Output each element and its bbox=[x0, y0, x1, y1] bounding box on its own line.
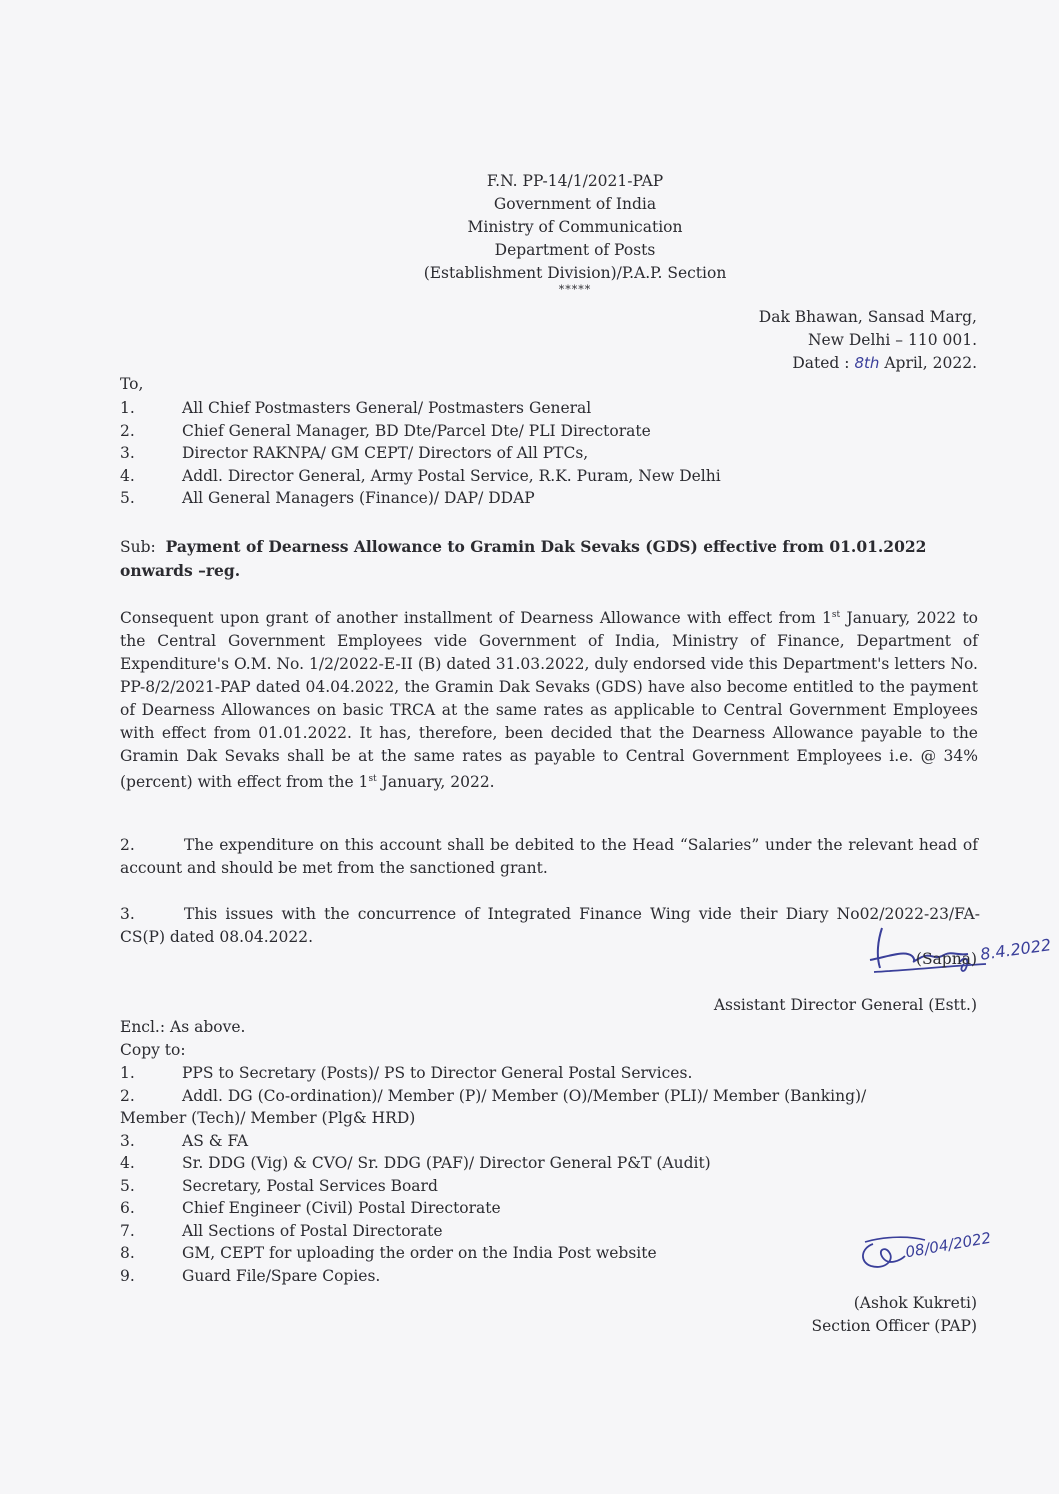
body-paragraph-3: 3. This issues with the concurrence of Integrated Finance Wing vide their Diary No02/2022-23/FA-CS(P) dated 08.04.2022. bbox=[120, 905, 980, 946]
list-item: 8. GM, CEPT for uploading the order on the India Post website bbox=[120, 1244, 657, 1262]
list-item: 5. All General Managers (Finance)/ DAP/ DDAP bbox=[120, 489, 535, 507]
signature-ashok-date: 08/04/2022 bbox=[904, 1228, 993, 1262]
list-item: 7. All Sections of Postal Directorate bbox=[120, 1221, 443, 1240]
signature-name-1: (Sapna) bbox=[915, 950, 977, 968]
signature-designation-2: Section Officer (PAP) bbox=[811, 1317, 977, 1335]
copy-to-label: Copy to: bbox=[120, 1041, 186, 1059]
body-paragraph-1: Consequent upon grant of another installment of Dearness Allowance with effect from 1st January, 2022 to the Central Government Employees vide Government of India, Ministry of Finance, Department of Expenditure's O.M. No. 1/2/2022-E-II (B) dated 31.03.2022, duly endorsed vide this Department's letters No. PP-8/2/2021-PAP dated 04.04.2022, the Gramin Dak Sevaks (GDS) have also become entitled to the payment of Dearness Allowances on basic TRCA at the same rates as applicable to Central Government Employees with effect from 01.01.2022. It has, therefore, been decided that the Dearness Allowance payable to the Gramin Dak Sevaks shall be at the same rates as payable to Central Government Employees i.e. @ 34% (percent) with effect from the 1st January, 2022. bbox=[120, 609, 979, 792]
address-block bbox=[759, 306, 977, 375]
subject-text: Payment of Dearness Allowance to Gramin Dak Sevaks (GDS) effective from 01.01.2022 onwards –reg. bbox=[120, 537, 927, 580]
list-item: 5. Secretary, Postal Services Board bbox=[120, 1176, 438, 1195]
subject-line bbox=[120, 535, 978, 583]
file-number: F.N. PP-14/1/2021-PAP bbox=[486, 172, 664, 190]
enclosure-line: Encl.: As above. bbox=[120, 1018, 246, 1036]
copy-to-list bbox=[120, 1062, 980, 1287]
letter-header bbox=[400, 170, 750, 295]
signature-designation-1: Assistant Director General (Estt.) bbox=[713, 996, 977, 1014]
list-item: 3. Director RAKNPA/ GM CEPT/ Directors of All PTCs, bbox=[120, 444, 589, 462]
signature-sapna-date: 8.4.2022 bbox=[979, 935, 1053, 964]
header-department: Department of Posts bbox=[494, 241, 656, 259]
header-ministry: Ministry of Communication bbox=[467, 218, 683, 236]
signature-name-2: (Ashok Kukreti) bbox=[853, 1294, 977, 1312]
to-label: To, bbox=[120, 375, 144, 393]
recipient-list bbox=[120, 397, 980, 510]
list-item: 1. All Chief Postmasters General/ Postmasters General bbox=[120, 399, 592, 417]
list-item: 9. Guard File/Spare Copies. bbox=[120, 1266, 381, 1285]
list-item: 4. Addl. Director General, Army Postal Service, R.K. Puram, New Delhi bbox=[120, 466, 721, 485]
list-item: 1. PPS to Secretary (Posts)/ PS to Director General Postal Services. bbox=[120, 1064, 693, 1082]
list-item: 2. Chief General Manager, BD Dte/Parcel Dte/ PLI Directorate bbox=[120, 421, 651, 440]
list-item: 2. Addl. DG (Co-ordination)/ Member (P)/ Member (O)/Member (PLI)/ Member (Banking)/ bbox=[120, 1086, 867, 1105]
list-item: Member (Tech)/ Member (Plg& HRD) bbox=[120, 1109, 416, 1127]
header-stars: ***** bbox=[558, 283, 592, 296]
list-item: 6. Chief Engineer (Civil) Postal Directorate bbox=[120, 1199, 501, 1217]
dated-line bbox=[759, 352, 977, 375]
address-line-1: Dak Bhawan, Sansad Marg, bbox=[758, 308, 977, 326]
list-item: 4. Sr. DDG (Vig) & CVO/ Sr. DDG (PAF)/ Director General P&T (Audit) bbox=[120, 1154, 711, 1172]
body-paragraph-2: 2. The expenditure on this account shall be debited to the Head “Salaries” under the relevant head of account and should be met from the sanctioned grant. bbox=[120, 836, 978, 877]
subject-label: Sub: bbox=[120, 538, 156, 556]
dated-suffix: April, 2022. bbox=[884, 354, 977, 372]
header-government: Government of India bbox=[493, 195, 657, 213]
dated-handwritten: 8th bbox=[854, 354, 880, 372]
dated-prefix: Dated : bbox=[792, 354, 850, 372]
header-division: (Establishment Division)/P.A.P. Section bbox=[423, 264, 727, 282]
list-item: 3. AS & FA bbox=[120, 1131, 249, 1150]
address-line-2: New Delhi – 110 001. bbox=[807, 331, 977, 349]
